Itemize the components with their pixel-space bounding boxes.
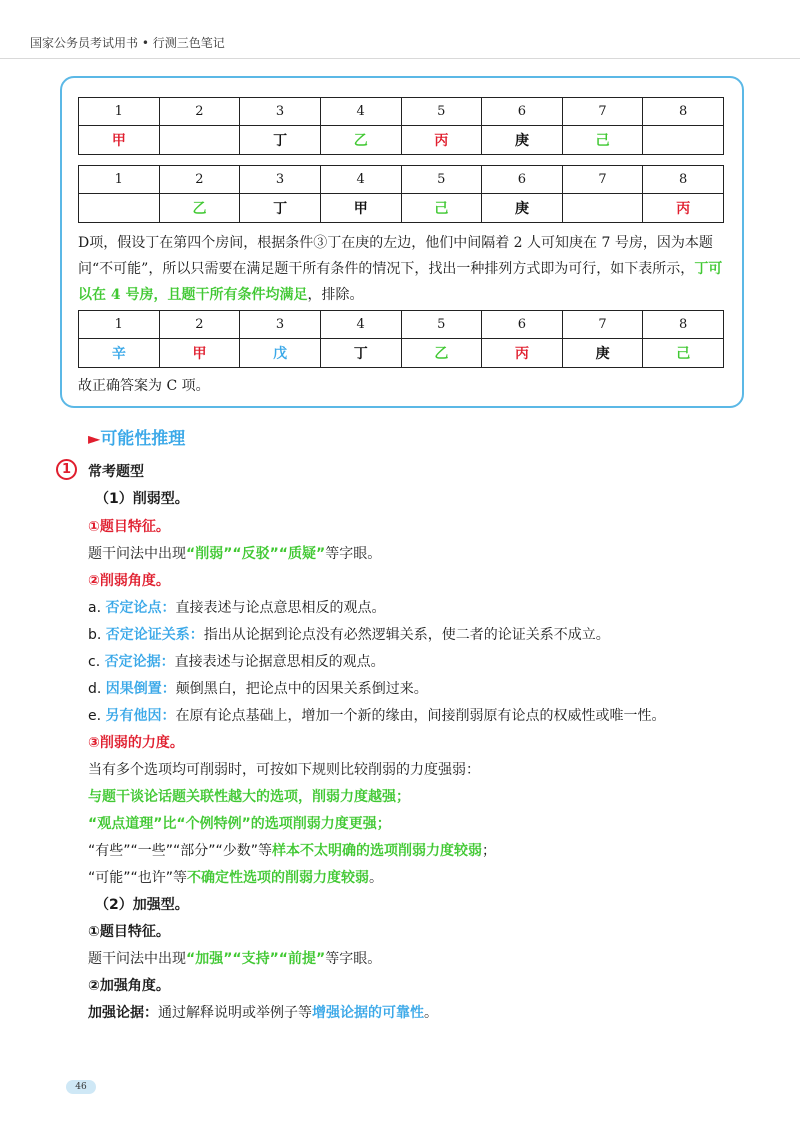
weaken-angle-c	[88, 651, 385, 671]
room-number-cell: 1	[79, 98, 160, 126]
occupant-cell: 乙	[401, 339, 482, 368]
option-d-tail: ，排除。	[307, 287, 364, 303]
rule-4-post: 。	[369, 870, 384, 886]
room-number-cell: 4	[320, 166, 401, 194]
occupant-cell: 丁	[320, 339, 401, 368]
angle-term: 否定论据：	[104, 654, 175, 670]
weaken-rule-2: “观点道理”比“个例特例”的选项削弱力度更强；	[88, 816, 391, 832]
room-number-cell: 6	[482, 166, 563, 194]
occupant-cell: 丁	[240, 194, 321, 223]
strengthen-desc-pre: 通过解释说明或举例子等	[158, 1005, 312, 1021]
room-number-cell: 7	[562, 311, 643, 339]
occupant-cell	[562, 194, 643, 223]
option-d-explanation	[78, 230, 728, 308]
room-number-cell: 2	[159, 166, 240, 194]
angle-prefix: e.	[88, 708, 106, 724]
angle-desc: 指出从论据到论点没有必然逻辑关系，使二者的论证关系不成立。	[203, 627, 610, 643]
room-number-cell: 5	[401, 311, 482, 339]
section-title-text: 可能性推理	[100, 429, 186, 449]
rule-4-highlight: 不确定性选项的削弱力度较弱	[187, 870, 370, 886]
angle-term: 另有他因：	[105, 708, 176, 724]
weaken-rule-3	[88, 840, 496, 860]
angle-prefix: b.	[88, 627, 106, 643]
weaken-feature-words: “削弱”“反驳”“质疑”	[186, 546, 326, 562]
occupant-cell: 乙	[159, 194, 240, 223]
section-title	[88, 424, 185, 449]
strengthen-feature-line	[88, 948, 381, 968]
item-title: 常考题型	[88, 464, 144, 480]
angle-term: 否定论证关系：	[105, 627, 204, 643]
page-number: 46	[66, 1080, 96, 1094]
angle-desc: 颠倒黑白，把论点中的因果关系倒过来。	[175, 681, 428, 697]
weaken-rule-1: 与题干谈论话题关联性越大的选项，削弱力度越强；	[88, 789, 410, 805]
strengthen-feature-words: “加强”“支持”“前提”	[186, 951, 326, 967]
room-number-cell: 8	[643, 98, 724, 126]
table-row	[79, 311, 724, 339]
occupant-cell: 庚	[562, 339, 643, 368]
room-number-cell: 8	[643, 311, 724, 339]
occupant-cell: 辛	[79, 339, 160, 368]
occupant-cell	[79, 194, 160, 223]
angle-term: 否定论点：	[105, 600, 176, 616]
running-header: 国家公务员考试用书 • 行测三色笔记	[30, 36, 225, 50]
occupant-cell	[159, 126, 240, 155]
occupant-cell: 庚	[482, 194, 563, 223]
room-number-cell: 3	[240, 311, 321, 339]
rule-3-post: ；	[482, 843, 497, 859]
room-number-cell: 3	[240, 166, 321, 194]
room-number-cell: 4	[320, 98, 401, 126]
header-divider	[0, 58, 800, 59]
room-number-cell: 6	[482, 311, 563, 339]
weaken-angle-a	[88, 597, 385, 617]
occupant-cell: 丙	[401, 126, 482, 155]
room-number-cell: 2	[159, 98, 240, 126]
occupant-cell: 己	[562, 126, 643, 155]
room-number-cell: 5	[401, 98, 482, 126]
weaken-feature-pre: 题干问法中出现	[88, 546, 186, 562]
section-marker-icon: ►	[88, 429, 101, 448]
strengthen-term: 加强论据：	[88, 1005, 158, 1021]
room-number-cell: 4	[320, 311, 401, 339]
room-number-cell: 2	[159, 311, 240, 339]
occupant-cell	[643, 126, 724, 155]
room-number-cell: 7	[562, 98, 643, 126]
room-number-cell: 1	[79, 311, 160, 339]
angle-term: 因果倒置：	[105, 681, 176, 697]
occupant-cell: 甲	[79, 126, 160, 155]
room-number-cell: 6	[482, 98, 563, 126]
option-d-highlight: 丁可以在 4 号房，且题干所有条件均满足	[78, 261, 723, 303]
angle-desc: 在原有论点基础上，增加一个新的缘由，间接削弱原有论点的权威性或唯一性。	[175, 708, 666, 724]
room-number-cell: 7	[562, 166, 643, 194]
room-number-cell: 1	[79, 166, 160, 194]
weaken-strength-heading: ③削弱的力度。	[88, 735, 184, 751]
weaken-angle-b	[88, 624, 610, 644]
arrangement-table-2	[78, 165, 724, 223]
strengthen-desc-post: 。	[424, 1005, 438, 1021]
room-number-cell: 3	[240, 98, 321, 126]
occupant-cell: 戊	[240, 339, 321, 368]
arrangement-table-1	[78, 97, 724, 155]
occupant-cell: 丁	[240, 126, 321, 155]
weaken-feature-post: 等字眼。	[325, 546, 382, 562]
occupant-cell: 丙	[482, 339, 563, 368]
occupant-cell: 庚	[482, 126, 563, 155]
angle-desc: 直接表述与论点意思相反的观点。	[175, 600, 386, 616]
table-row	[79, 126, 724, 155]
table-row	[79, 98, 724, 126]
arrangement-table-3	[78, 310, 724, 368]
rule-3-pre: “有些”“一些”“部分”“少数”等	[88, 843, 273, 859]
weaken-strength-intro: 当有多个选项均可削弱时，可按如下规则比较削弱的力度强弱：	[88, 762, 480, 778]
occupant-cell: 甲	[159, 339, 240, 368]
strengthen-feature-pre: 题干问法中出现	[88, 951, 186, 967]
table-row	[79, 194, 724, 223]
angle-prefix: c.	[88, 654, 105, 670]
strengthen-desc-highlight: 增强论据的可靠性	[312, 1005, 424, 1021]
weaken-rule-4	[88, 867, 383, 887]
room-number-cell: 8	[643, 166, 724, 194]
room-number-cell: 5	[401, 166, 482, 194]
strengthen-feature-heading: ①题目特征。	[88, 924, 170, 940]
weaken-angle-e	[88, 705, 666, 725]
rule-4-pre: “可能”“也许”等	[88, 870, 188, 886]
angle-prefix: d.	[88, 681, 106, 697]
weaken-angle-heading: ②削弱角度。	[88, 573, 170, 589]
table-row	[79, 339, 724, 368]
strengthen-angle-line	[88, 1002, 438, 1022]
occupant-cell: 乙	[320, 126, 401, 155]
weaken-feature-heading: ①题目特征。	[88, 519, 170, 535]
occupant-cell: 己	[401, 194, 482, 223]
strengthen-feature-post: 等字眼。	[325, 951, 382, 967]
strengthen-angle-heading: ②加强角度。	[88, 978, 170, 994]
weaken-angle-d	[88, 678, 428, 698]
occupant-cell: 丙	[643, 194, 724, 223]
option-d-text: D项，假设丁在第四个房间，根据条件③丁在庚的左边，他们中间隔着 2 人可知庚在 7 号房，因为本题问“不可能”，所以只需要在满足题干所有条件的情况下，找出一种排列方式即为可行，如下表所示，	[78, 235, 713, 277]
angle-desc: 直接表述与论据意思相反的观点。	[174, 654, 385, 670]
table-row	[79, 166, 724, 194]
weaken-heading: （1）削弱型。	[95, 491, 189, 507]
strengthen-heading: （2）加强型。	[95, 897, 189, 913]
occupant-cell: 甲	[320, 194, 401, 223]
item-number-badge: 1	[56, 459, 77, 480]
rule-3-highlight: 样本不太明确的选项削弱力度较弱	[272, 843, 483, 859]
angle-prefix: a.	[88, 600, 106, 616]
occupant-cell: 己	[643, 339, 724, 368]
conclusion: 故正确答案为 C 项。	[78, 378, 210, 394]
weaken-feature-line	[88, 543, 381, 563]
